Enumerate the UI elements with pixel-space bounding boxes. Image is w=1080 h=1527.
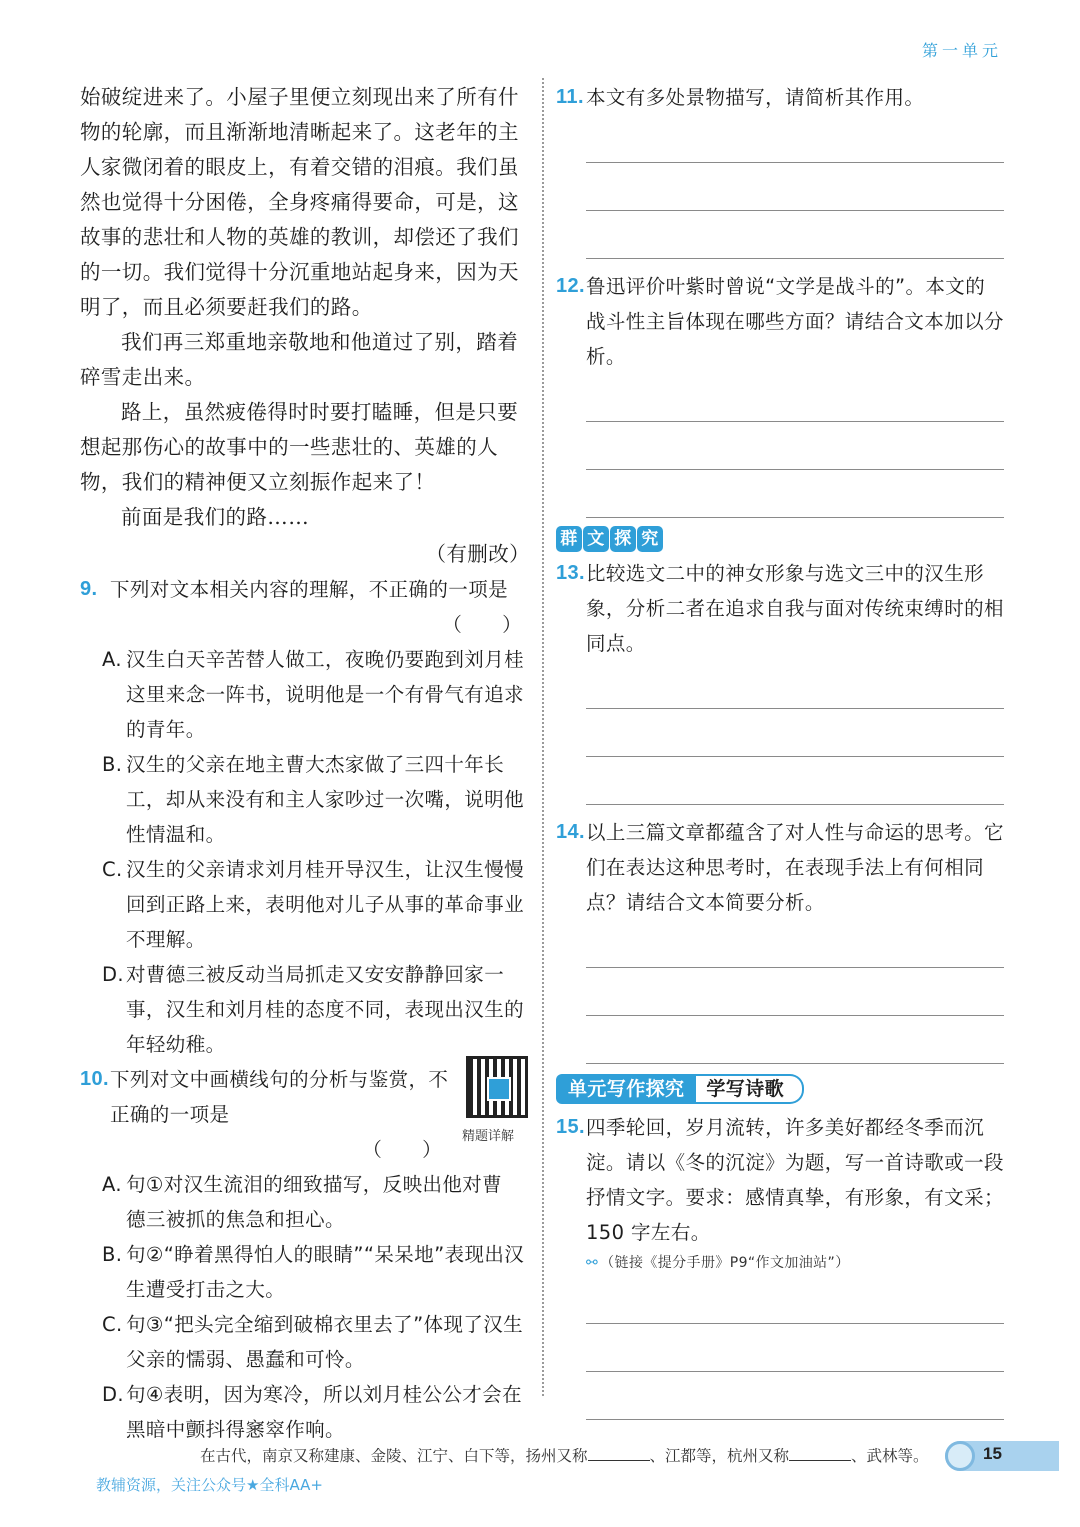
reading-paragraph-2: 我们再三郑重地亲敬地和他道过了别，踏着碎雪走出来。 (80, 330, 519, 389)
spiral-icon (945, 1441, 975, 1471)
option-c[interactable] (80, 852, 530, 957)
question-number: 15. (556, 1116, 586, 1138)
question-10 (80, 1062, 530, 1167)
option-text: 句②“睁着黑得怕人的眼睛”“呆呆地”表现出汉生遭受打击之大。 (126, 1243, 525, 1301)
answer-lines[interactable] (556, 374, 1004, 518)
reading-paragraph-1: 始破绽进来了。小屋子里便立刻现出来了所有什物的轮廓，而且渐渐地清晰起来了。这老年的主人家微闭着的眼皮上，有着交错的泪痕。我们虽然也觉得十分困倦，全身疼痛得要命，可是，这故事的悲壮和人物的英雄的教训，却偿还了我们的一切。我们觉得十分沉重地站起身来，因为天明了，而且必须要赶我们的路。 (80, 85, 519, 319)
option-text: 句④表明，因为寒冷，所以刘月桂公公才会在黑暗中颤抖得窸窣作响。 (126, 1383, 522, 1441)
answer-line[interactable] (586, 163, 1004, 211)
page-number-tab (945, 1441, 1059, 1471)
answer-line[interactable] (586, 422, 1004, 470)
fill-blank[interactable] (789, 1460, 851, 1461)
answer-line[interactable] (586, 757, 1004, 805)
option-a[interactable] (80, 642, 530, 747)
answer-line[interactable] (586, 1016, 1004, 1064)
option-label: B. (102, 1243, 123, 1266)
qr-code-icon[interactable] (466, 1056, 528, 1118)
option-label: D. (102, 1383, 125, 1406)
badge-char: 文 (583, 526, 609, 552)
question-number: 14. (556, 821, 586, 843)
option-label: A. (102, 648, 122, 671)
link-text: （链接《提分手册》P9“作文加油站”） (600, 1255, 850, 1271)
fill-blank[interactable] (588, 1460, 650, 1461)
option-label: D. (102, 963, 125, 986)
column-divider (542, 78, 544, 1396)
answer-line[interactable] (586, 968, 1004, 1016)
banner-subtitle: 学写诗歌 (696, 1074, 804, 1104)
question-15 (556, 1110, 1004, 1250)
answer-line[interactable] (586, 661, 1004, 709)
option-d[interactable] (80, 957, 530, 1062)
question-12 (556, 269, 1004, 374)
question-text: 下列对文本相关内容的理解，不正确的一项是 (110, 578, 509, 601)
answer-lines[interactable] (556, 115, 1004, 259)
option-a[interactable] (80, 1167, 530, 1237)
source-note: （有删改） (425, 542, 530, 566)
option-text: 句①对汉生流泪的细致描写，反映出他对曹德三被抓的焦急和担心。 (126, 1173, 503, 1231)
question-number: 11. (556, 86, 584, 108)
footer-trivia (200, 1444, 929, 1466)
answer-line[interactable] (586, 115, 1004, 163)
question-text: 比较选文二中的神女形象与选文三中的汉生形象，分析二者在追求自我与面对传统束缚时的相同点。 (586, 562, 1004, 655)
badge-char: 探 (610, 526, 636, 552)
answer-lines[interactable] (556, 920, 1004, 1064)
option-text: 句③“把头完全缩到破棉衣里去了”体现了汉生父亲的懦弱、愚蠢和可怜。 (126, 1313, 524, 1371)
question-number: 9. (80, 578, 98, 600)
footer-text-2: 、江都等，杭州又称 (649, 1447, 790, 1465)
question-13 (556, 556, 1004, 661)
option-d[interactable] (80, 1377, 530, 1447)
option-text: 汉生的父亲在地主曹大杰家做了三四十年长工，却从来没有和主人家吵过一次嘴，说明他性情温和。 (126, 753, 525, 846)
footer-text-1: 在古代，南京又称建康、金陵、江宁、白下等，扬州又称 (200, 1447, 588, 1465)
question-number: 10. (80, 1068, 110, 1090)
answer-line[interactable] (586, 1324, 1004, 1372)
option-text: 汉生白天辛苦替人做工，夜晚仍要跑到刘月桂这里来念一阵书，说明他是一个有骨气有追求的青年。 (126, 648, 525, 741)
answer-lines[interactable] (556, 1276, 1004, 1420)
footer-text-3: 、武林等。 (851, 1447, 929, 1465)
reading-paragraph-4: 前面是我们的路…… (121, 505, 310, 529)
reading-paragraph-3: 路上，虽然疲倦得时时要打瞌睡，但是只要想起那伤心的故事中的一些悲壮的、英雄的人物，我们的精神便又立刻振作起来了！ (80, 400, 519, 494)
qr-caption: 精题详解 (462, 1129, 515, 1144)
option-b[interactable] (80, 747, 530, 852)
question-number: 12. (556, 275, 586, 297)
answer-line[interactable] (586, 374, 1004, 422)
question-14 (556, 815, 1004, 920)
option-text: 对曹德三被反动当局抓走又安安静静回家一事，汉生和刘月桂的态度不同，表现出汉生的年轻幼稚。 (126, 963, 525, 1056)
question-text: 本文有多处景物描写，请简析其作用。 (586, 86, 925, 109)
answer-line[interactable] (586, 709, 1004, 757)
option-label: C. (102, 1313, 123, 1336)
unit-label: 第一单元 (921, 41, 1002, 60)
option-text: 汉生的父亲请求刘月桂开导汉生，让汉生慢慢回到正路上来，表明他对儿子从事的革命事业不理解。 (126, 858, 525, 951)
answer-line[interactable] (586, 1276, 1004, 1324)
answer-lines[interactable] (556, 661, 1004, 805)
answer-line[interactable] (586, 920, 1004, 968)
link-icon: ⚯ (586, 1255, 599, 1271)
writing-section-banner (556, 1074, 1004, 1104)
option-label: B. (102, 753, 123, 776)
question-11 (556, 80, 1004, 115)
section-badge-group-reading (556, 526, 663, 552)
question-text: 下列对文中画横线句的分析与鉴赏，不正确的一项是 (110, 1068, 449, 1126)
option-label: C. (102, 858, 123, 881)
play-icon (487, 1077, 511, 1101)
question-text: 四季轮回，岁月流转，许多美好都经冬季而沉淀。请以《冬的沉淀》为题，写一首诗歌或一段抒情文字。要求：感情真挚，有形象，有文采；150 字左右。 (586, 1116, 1004, 1244)
page-number: 15 (983, 1444, 1002, 1463)
answer-bracket[interactable]: （ ） (362, 1138, 442, 1161)
question-number: 13. (556, 562, 586, 584)
answer-line[interactable] (586, 1372, 1004, 1420)
badge-char: 究 (637, 526, 663, 552)
left-column (80, 80, 530, 1447)
answer-line[interactable] (586, 211, 1004, 259)
question-text: 鲁迅评价叶紫时曾说“文学是战斗的”。本文的战斗性主旨体现在哪些方面？请结合文本加以分析。 (586, 275, 1004, 368)
option-label: A. (102, 1173, 122, 1196)
question-text: 以上三篇文章都蕴含了对人性与命运的思考。它们在表达这种思考时，在表现手法上有何相同点？请结合文本简要分析。 (586, 821, 1004, 914)
answer-line[interactable] (586, 470, 1004, 518)
watermark: 教辅资源，关注公众号★全科AA+ (96, 1476, 323, 1494)
option-c[interactable] (80, 1307, 530, 1377)
question-9 (80, 572, 530, 642)
answer-bracket[interactable]: （ ） (442, 613, 522, 636)
badge-char: 群 (556, 526, 582, 552)
option-b[interactable] (80, 1237, 530, 1307)
right-column (556, 80, 1004, 1420)
banner-title: 单元写作探究 (556, 1074, 696, 1104)
handbook-link[interactable] (556, 1250, 1004, 1276)
